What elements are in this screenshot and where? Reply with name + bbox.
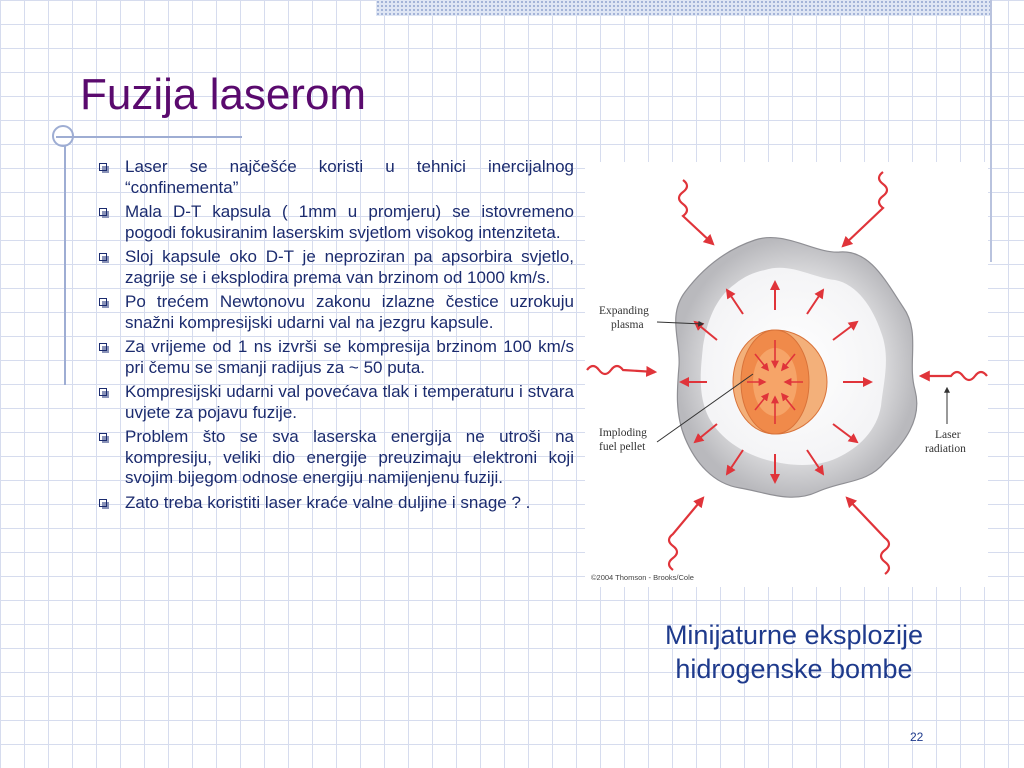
bullet-text: Kompresijski udarni val povećava tlak i temperaturu i stvara uvjete za pojavu fuzije. [125, 382, 574, 422]
laser-fusion-diagram [585, 162, 988, 587]
bullet-item [98, 337, 574, 378]
label-imploding-line1: Imploding [599, 427, 647, 439]
bullet-square-icon [99, 343, 107, 351]
bullet-text: Zato treba koristiti laser kraće valne duljine i snage ? . [125, 492, 531, 512]
label-expanding-line1: Expanding [599, 305, 649, 317]
label-imploding-line2: fuel pellet [599, 441, 646, 453]
figure-copyright: ©2004 Thomson - Brooks/Cole [591, 573, 694, 582]
bullet-text: Problem što se sva laserska energija ne utroši na kompresiju, veliki dio energije preuzimaju elektroni koji svojim bijegom odnose energiju namijenjenu fuziji. [125, 427, 574, 487]
bullet-text: Sloj kapsule oko D-T je neproziran pa apsorbira svjetlo, zagrije se i eksplodira prema van brzinom od 1000 km/s. [125, 247, 574, 287]
bullet-item [98, 247, 574, 288]
page-number: 22 [910, 730, 924, 744]
bullet-square-icon [99, 388, 107, 396]
slide-title: Fuzija laserom [80, 70, 367, 119]
diagram-svg [585, 162, 988, 587]
left-vertical-rule [64, 145, 66, 385]
title-ornament-circle [52, 125, 74, 147]
label-expanding-line2: plasma [611, 319, 644, 331]
top-decorative-band [376, 0, 990, 16]
bullet-text: Laser se najčešće koristi u tehnici inercijalnog “confinementa” [125, 157, 574, 197]
caption-line-1: Minijaturne eksplozije [664, 620, 924, 650]
bullet-square-icon [99, 208, 107, 216]
bullet-square-icon [99, 253, 107, 261]
figure-caption [600, 618, 988, 686]
bullet-list [98, 157, 574, 517]
right-vertical-rule [990, 0, 992, 262]
bullet-item [98, 427, 574, 489]
bullet-text: Mala D-T kapsula ( 1mm u promjeru) se istovremeno pogodi fokusiranim laserskim svjetlom visokog intenziteta. [125, 202, 574, 242]
bullet-item [98, 157, 574, 198]
title-underline-rule [56, 136, 242, 138]
bullet-square-icon [99, 499, 107, 507]
label-laser-line2: radiation [925, 443, 966, 455]
bullet-item [98, 292, 574, 333]
bullet-square-icon [99, 163, 107, 171]
bullet-text: Po trećem Newtonovu zakonu izlazne čestice uzrokuju snažni kompresijski udarni val na jezgru kapsule. [125, 292, 574, 332]
bullet-item [98, 493, 574, 514]
label-laser-line1: Laser [935, 429, 961, 441]
caption-line-2: hidrogenske bombe [675, 654, 913, 684]
bullet-square-icon [99, 298, 107, 306]
bullet-item [98, 202, 574, 243]
bullet-item [98, 382, 574, 423]
bullet-text: Za vrijeme od 1 ns izvrši se kompresija brzinom 100 km/s pri čemu se smanji radijus za ~ 50 puta. [125, 337, 574, 377]
bullet-square-icon [99, 433, 107, 441]
